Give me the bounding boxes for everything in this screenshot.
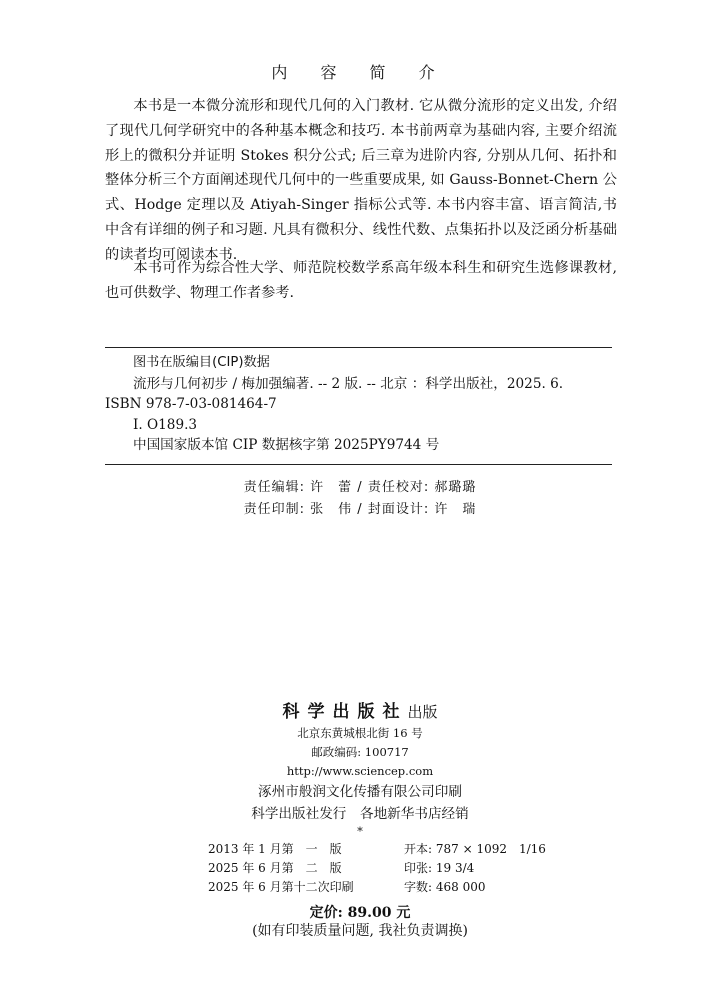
cip-block	[105, 353, 617, 456]
price: 定价: 89.00 元	[309, 905, 411, 921]
page-title: 内 容 简 介	[271, 63, 449, 82]
edition-row1-left: 2013 年 1 月第 一 版	[208, 842, 342, 856]
staff-line-production: 责任印制: 张 伟 / 封面设计: 许 瑞	[243, 502, 477, 517]
cip-line-classification: Ⅰ. O189.3	[133, 416, 198, 433]
publisher-block	[0, 700, 720, 837]
intro-paragraph-1: 本书是一本微分流形和现代几何的入门教材. 它从微分流形的定义出发, 介绍了现代几何学研究中的各种基本概念和技巧. 本书前两章为基础内容, 主要介绍流形上的微积分并证明 Stokes 积分公式; 后三章为进阶内容, 分别从几何、拓扑和整体分析三个方面阐述现代几何中的一些重要成果, 如 Gauss-Bonnet-Chern 公式、Hodge 定理以及 Atiyah-Singer 指标公式等. 本书内容丰富、语言简洁,书中含有详细的例子和习题. 凡具有微积分、线性代数、点集拓扑以及泛函分析基础的读者均可阅读本书.	[105, 98, 617, 263]
edition-row1-right: 开本: 787 × 1092 1/16	[404, 842, 546, 856]
printer-info: 涿州市般润文化传播有限公司印刷	[258, 784, 462, 800]
publisher-address: 北京东黄城根北街 16 号	[297, 726, 423, 740]
edition-row2-left: 2025 年 6 月第 二 版	[208, 861, 342, 876]
publisher-logo-suffix: 出版	[407, 703, 438, 721]
cip-line-title: 流形与几何初步 / 梅加强编著. -- 2 版. -- 北京 ：科学出版社，2025. 6.	[133, 375, 564, 392]
cip-bottom-rule	[105, 464, 612, 465]
quality-notice: (如有印装质量问题, 我社负责调换)	[252, 923, 468, 939]
edition-info	[208, 840, 546, 898]
cip-line-isbn: ISBN 978-7-03-081464-7	[105, 396, 277, 412]
cip-heading: 图书在版编目(CIP)数据	[133, 355, 270, 370]
publisher-postcode: 邮政编码: 100717	[311, 745, 409, 759]
publisher-logo: 科学出版社	[282, 702, 408, 722]
staff-credits	[0, 477, 720, 521]
publisher-website: http://www.sciencep.com	[286, 764, 434, 778]
distribution-info: 科学出版社发行 各地新华书店经销	[251, 806, 469, 822]
intro-paragraph-2: 本书可作为综合性大学、师范院校数学系高年级本科生和研究生选修课教材, 也可供数学、物理工作者参考.	[105, 260, 617, 301]
edition-row2-right: 印张: 19 3/4	[404, 861, 475, 876]
asterisk-separator: *	[357, 824, 363, 838]
cip-line-record: 中国国家版本馆 CIP 数据核字第 2025PY9744 号	[133, 437, 440, 453]
edition-row3-left: 2025 年 6 月第十二次印刷	[208, 880, 354, 895]
edition-row3-right: 字数: 468 000	[404, 880, 486, 895]
staff-line-editors: 责任编辑: 许 蕾 / 责任校对: 郝璐璐	[243, 480, 477, 495]
cip-top-rule	[105, 347, 612, 348]
